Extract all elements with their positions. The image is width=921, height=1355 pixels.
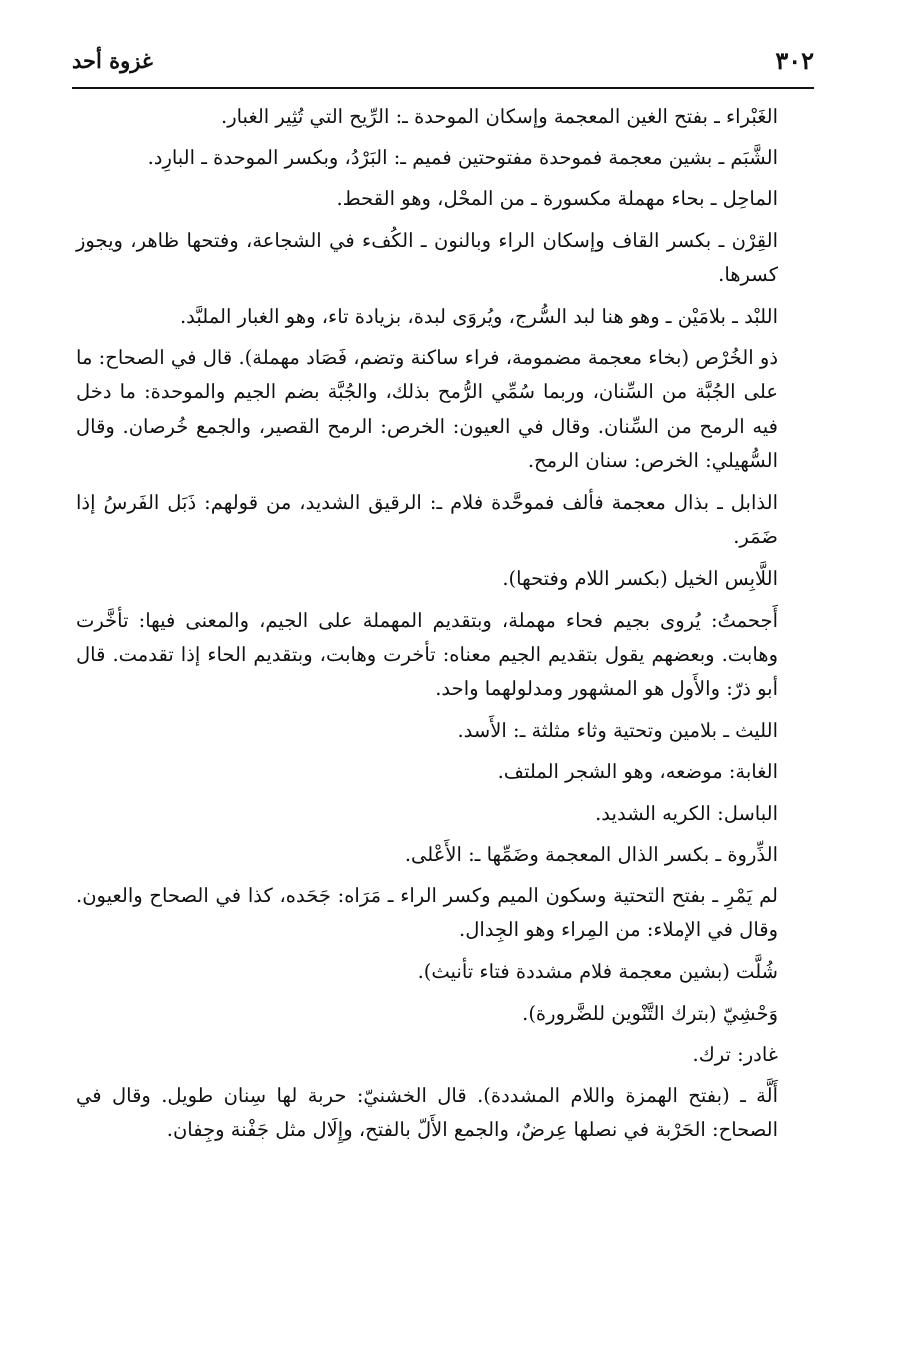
- running-title: غزوة أحد: [72, 48, 153, 73]
- glossary-entry: اللبْد ـ بلامَيْن ـ وهو هنا لبد السُّرج، ويُروَى لبدة، بزيادة تاء، وهو الغبار الملبَّد.: [179, 305, 778, 329]
- glossary-entry: الشَّبَم ـ بشين معجمة فموحدة مفتوحتين فميم ـ: البَرْدُ، وبكسر الموحدة ـ البارِد.: [147, 146, 778, 170]
- glossary-entry: الذِّروة ـ بكسر الذال المعجمة وضَمِّها ـ: الأَعْلى.: [404, 842, 778, 866]
- glossary-entry: الليث ـ بلامين وتحتية وثاء مثلثة ـ: الأَسد.: [457, 719, 778, 743]
- glossary-entry: الذابل ـ بذال معجمة فألف فموحَّدة فلام ـ: الرقيق الشديد، من قولهم: ذَبَل الفَرسُ إذا ضَمَر.: [76, 491, 778, 549]
- glossary-entry: القِرْن ـ بكسر القاف وإسكان الراء وبالنون ـ الكُفء في الشجاعة، وفتحها ظاهر، ويجوز كسرها.: [76, 228, 778, 286]
- glossary-entry: لم يَمْرِ ـ بفتح التحتية وسكون الميم وكسر الراء ـ مَرَاه: جَحَده، كذا في الصحاح والعيون. وقال في الإملاء: من المِراء وهو الجِدال.: [76, 884, 778, 942]
- header-rule: [72, 87, 814, 89]
- glossary-entry: ذو الخُرْص (بخاء معجمة مضمومة، فراء ساكنة وتضم، فَصَاد مهملة). قال في الصحاح: ما على الجُبَّة من السِّنان، وربما سُمِّي الرُّمح بذلك، والجُبَّة بضم الجيم والموحدة: ما دخل فيه الرمح من السِّنان. وقال في العيون: الخرص: الرمح القصير، والجمع خُرصان. وقال السُّهيلي: الخرص: سنان الرمح.: [76, 346, 778, 472]
- glossary-entry: الباسل: الكريه الشديد.: [595, 801, 778, 825]
- running-head: [72, 44, 814, 84]
- glossary-entry: الماحِل ـ بحاء مهملة مكسورة ـ من المحْل، وهو القحط.: [336, 187, 778, 211]
- glossary-entry: وَحْشِيّ (بترك التَّنْوين للضَّرورة).: [522, 1001, 778, 1025]
- page-number: ٣٠٢: [775, 46, 814, 75]
- glossary-entry: أَلَّة ـ (بفتح الهمزة واللام المشددة). قال الخشنيّ: حربة لها سِنان طويل. وقال في الصحاح: الحَرْبة في نصلها عِرضٌ، والجمع الأَلّ بالفتح، وإِلَال مثل جَفْنة وجِفان.: [76, 1084, 778, 1142]
- glossary-entry: الغابة: موضعه، وهو الشجر الملتف.: [497, 760, 778, 784]
- glossary-entry: أَجحمتُ: يُروى بجيم فحاء مهملة، وبتقديم المهملة على الجيم، والمعنى فيها: تأخَّرت وهابت. وبعضهم يقول بتقديم الجيم معناه: تأخرت وهابت، وبتقديم الحاء إذا تقدمت. قال أبو ذرّ: والأَول هو المشهور ومدلولهما واحد.: [76, 608, 778, 701]
- glossary-entry: غادر: ترك.: [692, 1042, 778, 1066]
- glossary-body: [76, 100, 812, 1155]
- glossary-entry: شُلَّت (بشين معجمة فلام مشددة فتاء تأنيث).: [417, 960, 778, 984]
- glossary-entry: اللَّابِس الخيل (بكسر اللام وفتحها).: [502, 567, 778, 591]
- glossary-entry: الغَبْراء ـ بفتح الغين المعجمة وإسكان الموحدة ـ: الرِّيح التي تُثِير الغبار.: [221, 105, 778, 128]
